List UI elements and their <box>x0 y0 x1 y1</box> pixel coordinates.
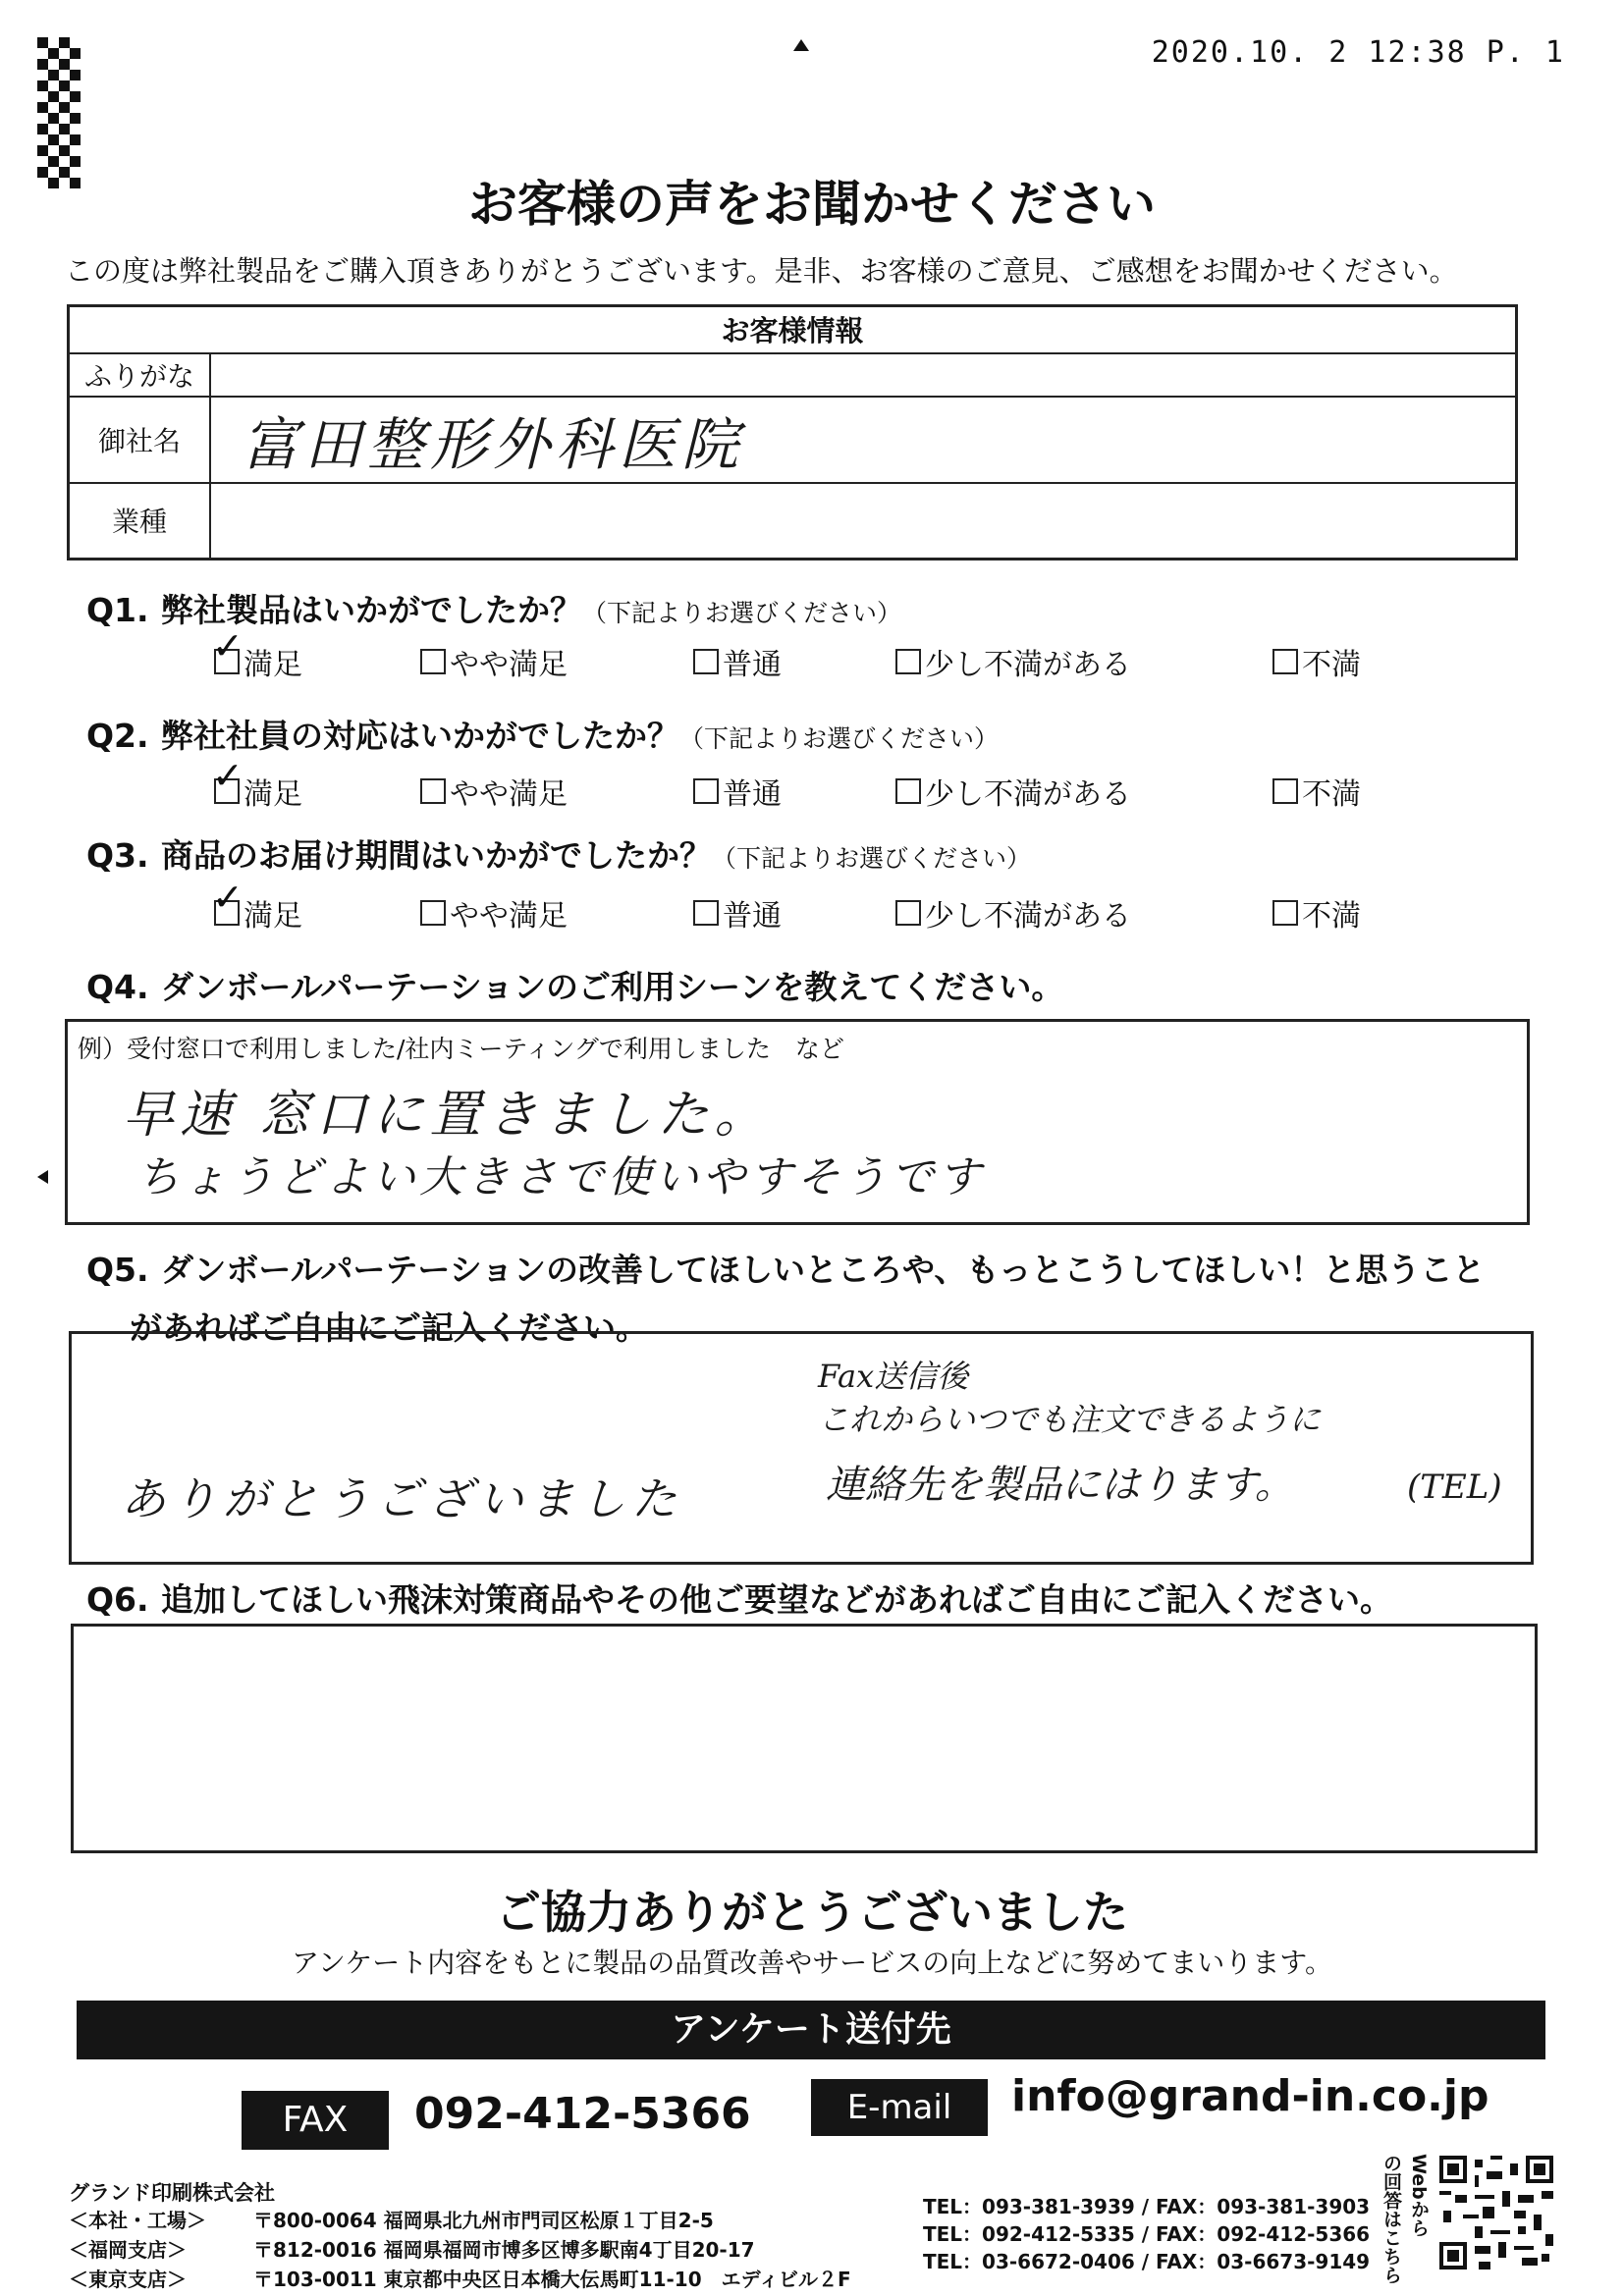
office-hq-address: 〒800-0064 福岡県北九州市門司区松原１丁目2-5 <box>253 2209 714 2232</box>
q3-note: （下記よりお選びください） <box>712 844 1032 873</box>
side-arrow-mark <box>37 1170 48 1184</box>
checkbox[interactable] <box>420 900 446 926</box>
check-mark-icon: ✓ <box>212 754 244 797</box>
checkbox[interactable] <box>212 754 244 804</box>
q3-option-neutral[interactable]: 普通 <box>693 891 782 934</box>
office-tokyo-address: 〒103-0011 東京都中央区日本橋大伝馬町11-10 エディビル２F <box>253 2268 851 2291</box>
page-title: お客様の声をお聞かせください <box>468 176 1156 233</box>
checkbox[interactable] <box>212 624 244 674</box>
q1-text: 弊社製品はいかがでしたか？ <box>161 591 582 629</box>
checkbox[interactable] <box>693 900 719 926</box>
top-arrow-mark <box>793 39 809 51</box>
fax-timestamp: 2020.10. 2 12:38 P. 1 <box>1151 35 1565 70</box>
web-answer-note1: Webから <box>1408 2154 1430 2237</box>
checkbox[interactable] <box>1272 778 1298 804</box>
furigana-field[interactable] <box>210 353 1517 397</box>
q4-answer-box[interactable] <box>65 1019 1530 1225</box>
q4-number: Q4. <box>86 968 149 1006</box>
checkbox[interactable] <box>212 876 244 926</box>
q4-question <box>86 962 1063 1008</box>
q1-option-neutral[interactable]: 普通 <box>693 640 782 683</box>
q5-answer-note2: これからいつでも注文できるように <box>818 1401 1322 1438</box>
fax-label: FAX <box>242 2091 389 2150</box>
q3-option-dissatisfied[interactable]: 不満 <box>1272 891 1361 934</box>
company-field[interactable] <box>210 397 1517 483</box>
q1-option-somewhat-satisfied[interactable]: やや満足 <box>420 640 568 683</box>
q5-text-line1: ダンボールパーテーションの改善してほしいところや、もっとこうしてほしい！と思うこと <box>161 1251 1486 1289</box>
checkbox[interactable] <box>1272 649 1298 674</box>
q1-question <box>86 585 901 631</box>
q4-answer-line2: ちょうどよい大きさで使いやすそうです <box>136 1152 985 1202</box>
q3-number: Q3. <box>86 836 149 875</box>
q3-text: 商品のお届け期間はいかがでしたか？ <box>161 836 712 875</box>
company-name: グランド印刷株式会社 <box>69 2181 275 2205</box>
q1-option-somewhat-dissatisfied[interactable]: 少し不満がある <box>895 640 1131 683</box>
check-mark-icon: ✓ <box>212 624 244 667</box>
q3-option-satisfied[interactable]: ✓ 満足 <box>212 876 302 934</box>
qr-code-icon[interactable] <box>1439 2156 1553 2269</box>
q2-option-somewhat-dissatisfied[interactable]: 少し不満がある <box>895 770 1131 813</box>
q2-option-somewhat-satisfied[interactable]: やや満足 <box>420 770 568 813</box>
customer-info-table <box>67 304 1518 561</box>
q1-option-satisfied[interactable]: ✓ 満足 <box>212 624 302 682</box>
q1-note: （下記よりお選びください） <box>582 599 902 627</box>
industry-field[interactable] <box>210 483 1517 560</box>
checkbox[interactable] <box>895 778 921 804</box>
checkbox[interactable] <box>693 649 719 674</box>
q5-answer-box[interactable] <box>69 1331 1534 1565</box>
office-hq-tel: TEL：093-381-3939 / FAX：093-381-3903 <box>923 2195 1371 2218</box>
company-value: 富田整形外科医院 <box>242 410 745 478</box>
q2-question <box>86 711 999 757</box>
q2-option-satisfied[interactable]: ✓ 満足 <box>212 754 302 812</box>
q6-text: 追加してほしい飛沫対策商品やその他ご要望などがあればご自由にご記入ください。 <box>161 1580 1392 1619</box>
footer-thanks: ご協力ありがとうございました <box>496 1886 1128 1939</box>
office-fukuoka-address: 〒812-0016 福岡県福岡市博多区博多駅南4丁目20-17 <box>253 2238 755 2262</box>
q6-answer-box[interactable] <box>71 1624 1538 1853</box>
q6-question <box>86 1575 1392 1621</box>
q4-text: ダンボールパーテーションのご利用シーンを教えてください。 <box>161 968 1064 1006</box>
office-tokyo-label: ＜東京支店＞ <box>69 2268 187 2291</box>
email-label: E-mail <box>811 2079 988 2136</box>
q5-answer-tel: (TEL) <box>1407 1468 1502 1507</box>
office-fukuoka-label: ＜福岡支店＞ <box>69 2238 187 2262</box>
office-hq-label: ＜本社・工場＞ <box>69 2209 206 2232</box>
check-mark-icon: ✓ <box>212 876 244 919</box>
q6-number: Q6. <box>86 1580 149 1619</box>
q5-answer-note3: 連絡先を製品にはります。 <box>826 1463 1294 1508</box>
q3-question <box>86 830 1031 877</box>
q3-option-somewhat-dissatisfied[interactable]: 少し不満がある <box>895 891 1131 934</box>
checkbox[interactable] <box>1272 900 1298 926</box>
industry-label: 業種 <box>69 483 211 560</box>
checkbox[interactable] <box>693 778 719 804</box>
fax-number: 092-412-5366 <box>414 2089 751 2139</box>
q4-answer-line1: 早速 窓口に置きました。 <box>123 1086 772 1145</box>
q5-text-line2: があればご自由にご記入ください。 <box>130 1308 648 1347</box>
q5-number: Q5. <box>86 1251 149 1289</box>
q2-note: （下記よりお選びください） <box>679 724 1000 753</box>
q3-option-somewhat-satisfied[interactable]: やや満足 <box>420 891 568 934</box>
furigana-label: ふりがな <box>69 353 211 397</box>
q4-example: 例）受付窓口で利用しました/社内ミーティングで利用しました など <box>78 1035 844 1063</box>
checkbox[interactable] <box>895 649 921 674</box>
customer-info-heading: お客様情報 <box>69 306 1517 353</box>
web-answer-note2: の回答はこちら <box>1380 2154 1402 2284</box>
q5-answer-note1: Fax送信後 <box>818 1358 969 1395</box>
q2-option-neutral[interactable]: 普通 <box>693 770 782 813</box>
checkbox[interactable] <box>420 778 446 804</box>
q2-option-dissatisfied[interactable]: 不満 <box>1272 770 1361 813</box>
office-tokyo-tel: TEL：03-6672-0406 / FAX：03-6673-9149 <box>923 2250 1371 2273</box>
send-to-banner: アンケート送付先 <box>77 2001 1545 2059</box>
q2-number: Q2. <box>86 717 149 755</box>
intro-text: この度は弊社製品をご購入頂きありがとうございます。是非、お客様のご意見、ご感想をお聞かせください。 <box>65 254 1458 288</box>
company-label: 御社名 <box>69 397 211 483</box>
office-fukuoka-tel: TEL：092-412-5335 / FAX：092-412-5366 <box>923 2222 1371 2246</box>
footer-subtext: アンケート内容をもとに製品の品質改善やサービスの向上などに努めてまいります。 <box>291 1947 1333 1979</box>
checkbox[interactable] <box>895 900 921 926</box>
q2-text: 弊社社員の対応はいかがでしたか？ <box>161 717 679 755</box>
q1-number: Q1. <box>86 591 149 629</box>
q5-answer-thanks: ありがとうございました <box>121 1472 682 1525</box>
q1-option-dissatisfied[interactable]: 不満 <box>1272 640 1361 683</box>
email-address[interactable]: info@grand-in.co.jp <box>1011 2071 1489 2121</box>
checkbox[interactable] <box>420 649 446 674</box>
